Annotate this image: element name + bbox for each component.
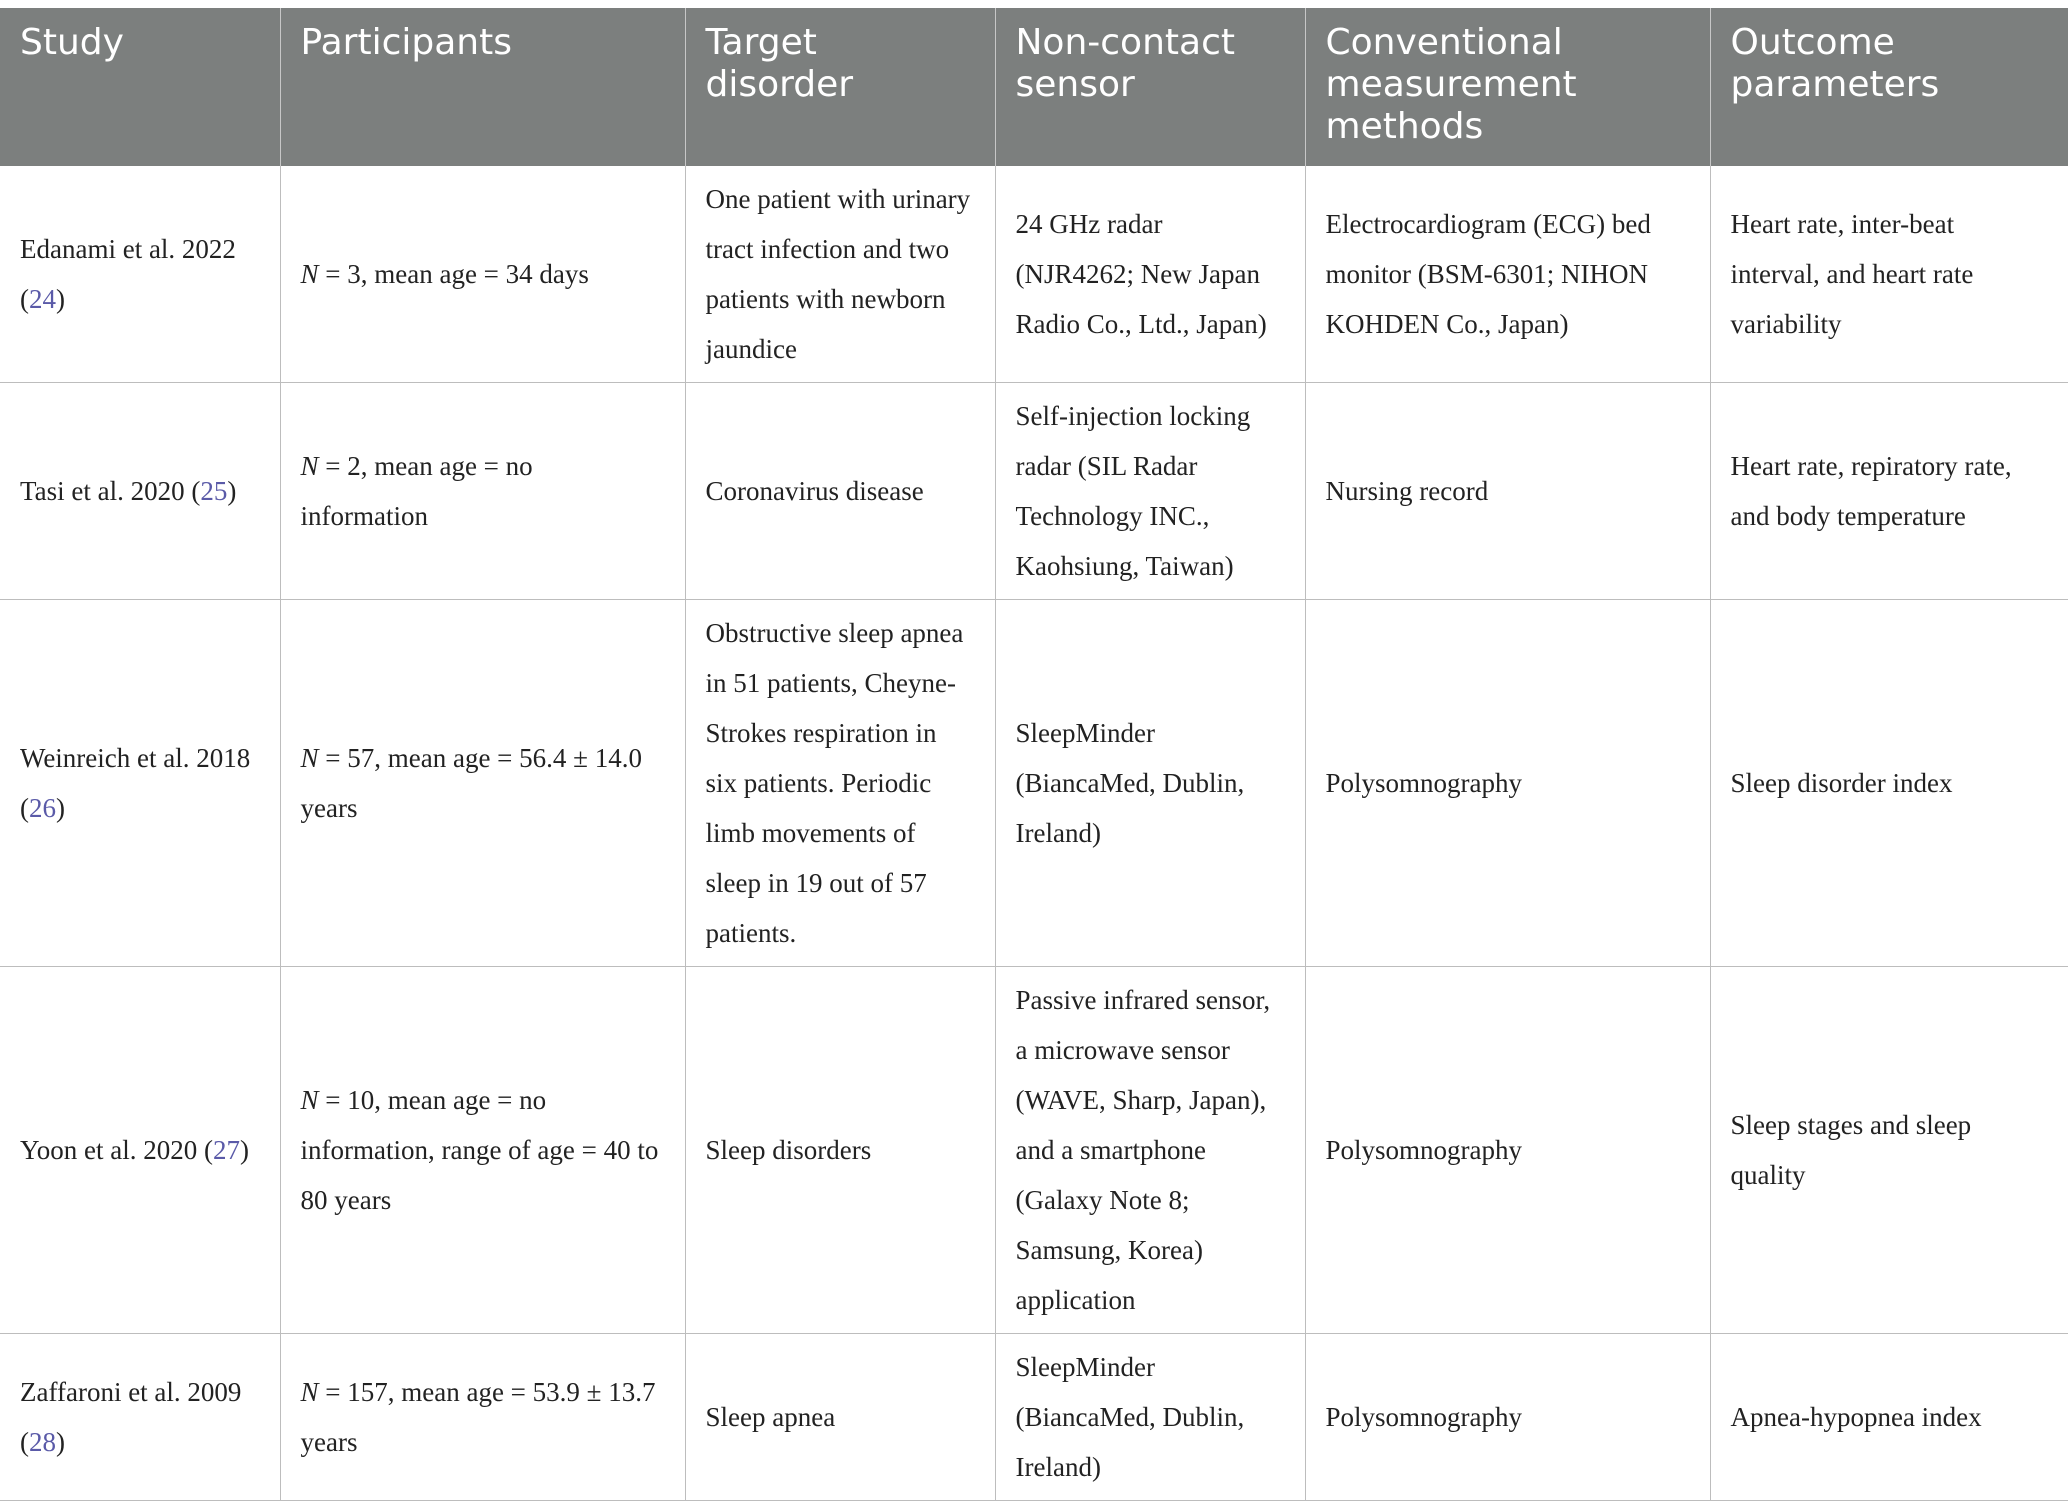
n-symbol: N bbox=[300, 1377, 319, 1407]
reference-link[interactable]: 26 bbox=[29, 793, 56, 823]
study-suffix: ) bbox=[56, 793, 65, 823]
n-symbol: N bbox=[300, 1085, 319, 1115]
cell-participants bbox=[280, 166, 685, 383]
cell-conventional: Polysomnography bbox=[1305, 1334, 1710, 1501]
n-symbol: N bbox=[300, 451, 319, 481]
header-row bbox=[0, 8, 2068, 166]
participants-text: = 2, mean age = no information bbox=[300, 451, 533, 531]
study-suffix: ) bbox=[240, 1135, 250, 1165]
table-row bbox=[0, 967, 2068, 1334]
table-header bbox=[0, 8, 2068, 166]
table-body bbox=[0, 166, 2068, 1501]
study-name: Weinreich et al. 2018 ( bbox=[20, 743, 251, 823]
cell-participants bbox=[280, 1334, 685, 1501]
cell-outcome: Sleep stages and sleep quality bbox=[1710, 967, 2068, 1334]
cell-study bbox=[0, 967, 280, 1334]
cell-study bbox=[0, 1334, 280, 1501]
study-name: Tasi et al. 2020 ( bbox=[20, 476, 201, 506]
studies-table bbox=[0, 8, 2068, 1501]
cell-outcome: Heart rate, inter-beat interval, and heart rate variability bbox=[1710, 166, 2068, 383]
cell-sensor: Passive infrared sensor, a microwave sensor (WAVE, Sharp, Japan), and a smartphone (Galaxy Note 8; Samsung, Korea) application bbox=[995, 967, 1305, 1334]
table-row bbox=[0, 383, 2068, 600]
table-row bbox=[0, 600, 2068, 967]
header-participants: Participants bbox=[280, 8, 685, 166]
cell-sensor: Self-injection locking radar (SIL Radar Technology INC., Kaohsiung, Taiwan) bbox=[995, 383, 1305, 600]
participants-text: = 3, mean age = 34 days bbox=[318, 259, 589, 289]
study-name: Yoon et al. 2020 ( bbox=[20, 1135, 214, 1165]
study-name: Edanami et al. 2022 ( bbox=[20, 234, 236, 314]
cell-conventional: Electrocardiogram (ECG) bed monitor (BSM-6301; NIHON KOHDEN Co., Japan) bbox=[1305, 166, 1710, 383]
study-suffix: ) bbox=[56, 284, 65, 314]
cell-study bbox=[0, 166, 280, 383]
header-non-contact-sensor: Non-contact sensor bbox=[995, 8, 1305, 166]
cell-outcome: Apnea-hypopnea index bbox=[1710, 1334, 2068, 1501]
participants-text: = 157, mean age = 53.9 ± 13.7 years bbox=[300, 1377, 656, 1457]
n-symbol: N bbox=[300, 259, 319, 289]
cell-study bbox=[0, 383, 280, 600]
participants-text: = 10, mean age = no information, range of age = 40 to 80 years bbox=[300, 1085, 659, 1215]
study-suffix: ) bbox=[56, 1427, 65, 1457]
reference-link[interactable]: 27 bbox=[213, 1135, 241, 1165]
header-outcome-parameters: Outcome parameters bbox=[1710, 8, 2068, 166]
reference-link[interactable]: 24 bbox=[29, 284, 56, 314]
cell-conventional: Polysomnography bbox=[1305, 967, 1710, 1334]
table-row bbox=[0, 1334, 2068, 1501]
cell-participants bbox=[280, 383, 685, 600]
cell-sensor: SleepMinder (BiancaMed, Dublin, Ireland) bbox=[995, 1334, 1305, 1501]
cell-participants bbox=[280, 967, 685, 1334]
studies-table-container bbox=[0, 8, 2068, 1501]
cell-outcome: Heart rate, repiratory rate, and body temperature bbox=[1710, 383, 2068, 600]
cell-target-disorder: Sleep disorders bbox=[685, 967, 995, 1334]
reference-link[interactable]: 25 bbox=[200, 476, 228, 506]
reference-link[interactable]: 28 bbox=[29, 1427, 56, 1457]
cell-sensor: SleepMinder (BiancaMed, Dublin, Ireland) bbox=[995, 600, 1305, 967]
table-row bbox=[0, 166, 2068, 383]
cell-target-disorder: Obstructive sleep apnea in 51 patients, Cheyne-Strokes respiration in six patients. Periodic limb movements of sleep in 19 out of 57 patients. bbox=[685, 600, 995, 967]
cell-target-disorder: Coronavirus disease bbox=[685, 383, 995, 600]
cell-study bbox=[0, 600, 280, 967]
cell-sensor: 24 GHz radar (NJR4262; New Japan Radio Co., Ltd., Japan) bbox=[995, 166, 1305, 383]
cell-conventional: Nursing record bbox=[1305, 383, 1710, 600]
cell-outcome: Sleep disorder index bbox=[1710, 600, 2068, 967]
header-target-disorder: Target disorder bbox=[685, 8, 995, 166]
cell-target-disorder: Sleep apnea bbox=[685, 1334, 995, 1501]
header-conventional-methods: Conventional measurement methods bbox=[1305, 8, 1710, 166]
study-name: Zaffaroni et al. 2009 ( bbox=[20, 1377, 242, 1457]
header-study: Study bbox=[0, 8, 280, 166]
study-suffix: ) bbox=[227, 476, 237, 506]
cell-conventional: Polysomnography bbox=[1305, 600, 1710, 967]
cell-participants bbox=[280, 600, 685, 967]
n-symbol: N bbox=[300, 743, 319, 773]
cell-target-disorder: One patient with urinary tract infection and two patients with newborn jaundice bbox=[685, 166, 995, 383]
participants-text: = 57, mean age = 56.4 ± 14.0 years bbox=[300, 743, 642, 823]
